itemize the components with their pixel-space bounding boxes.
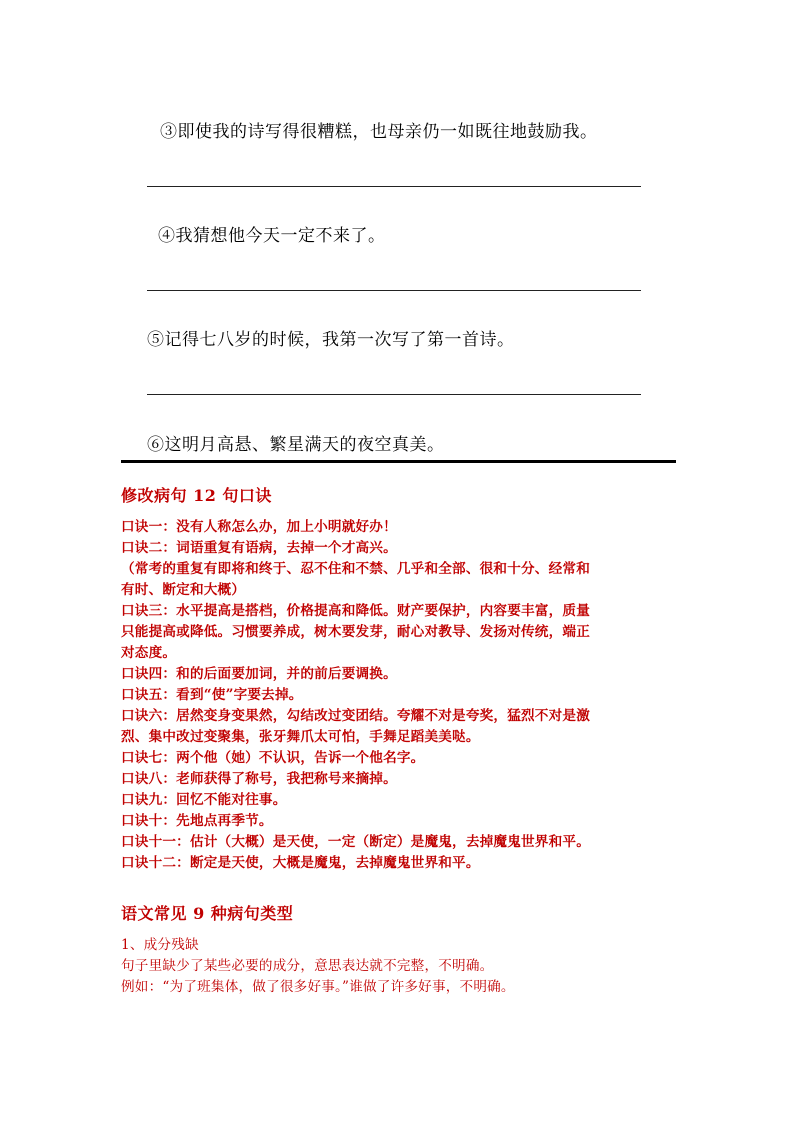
rule-line: 对态度。 [121, 645, 177, 661]
answer-line[interactable] [147, 186, 641, 187]
rule-line: 口诀四：和的后面要加词，并的前后要调换。 [121, 666, 397, 682]
rule-line: 只能提高或降低。习惯要养成，树木要发芽，耐心对教导、发扬对传统，端正 [121, 624, 590, 640]
rule-line: 有时、断定和大概） [121, 582, 246, 598]
answer-line[interactable] [147, 290, 641, 291]
exercise-5: ⑤记得七八岁的时候，我第一次写了第一首诗。 [147, 330, 515, 350]
rule-line: 口诀八：老师获得了称号，我把称号来摘掉。 [121, 771, 397, 787]
rule-line: 口诀五：看到“使”字要去掉。 [121, 687, 303, 703]
subsection-title: 1、成分残缺 [121, 937, 199, 953]
rule-line: 口诀六：居然变身变果然，勾结改过变团结。夸耀不对是夸奖，猛烈不对是激 [121, 708, 590, 724]
answer-line[interactable] [147, 394, 641, 395]
section-divider [121, 460, 676, 463]
rule-line: 烈、集中改过变聚集，张牙舞爪太可怕，手舞足蹈美美哒。 [121, 729, 480, 745]
body-line: 句子里缺少了某些必要的成分，意思表达就不完整，不明确。 [121, 958, 494, 974]
rule-line: 口诀十二：断定是天使，大概是魔鬼，去掉魔鬼世界和平。 [121, 855, 480, 871]
section-title: 语文常见 9 种病句类型 [121, 904, 294, 923]
exercise-4: ④我猜想他今天一定不来了。 [158, 226, 386, 246]
rule-line: 口诀七：两个他（她）不认识，告诉一个他名字。 [121, 750, 425, 766]
rule-line: 口诀九：回忆不能对往事。 [121, 792, 287, 808]
section-title: 修改病句 12 句口诀 [121, 486, 272, 505]
rule-line: 口诀二：词语重复有语病，去掉一个才高兴。 [121, 540, 397, 556]
body-line: 例如：“为了班集体，做了很多好事。”谁做了许多好事，不明确。 [121, 979, 515, 995]
exercise-6: ⑥这明月高悬、繁星满天的夜空真美。 [147, 435, 445, 455]
exercise-3: ③即使我的诗写得很糟糕，也母亲仍一如既往地鼓励我。 [160, 122, 598, 142]
rule-line: 口诀十：先地点再季节。 [121, 813, 273, 829]
rule-line: 口诀一：没有人称怎么办，加上小明就好办！ [121, 519, 397, 535]
rule-line: 口诀十一：估计（大概）是天使，一定（断定）是魔鬼，去掉魔鬼世界和平。 [121, 834, 590, 850]
rule-line: （常考的重复有即将和终于、忍不住和不禁、几乎和全部、很和十分、经常和 [121, 561, 590, 577]
rule-line: 口诀三：水平提高是搭档，价格提高和降低。财产要保护，内容要丰富，质量 [121, 603, 590, 619]
